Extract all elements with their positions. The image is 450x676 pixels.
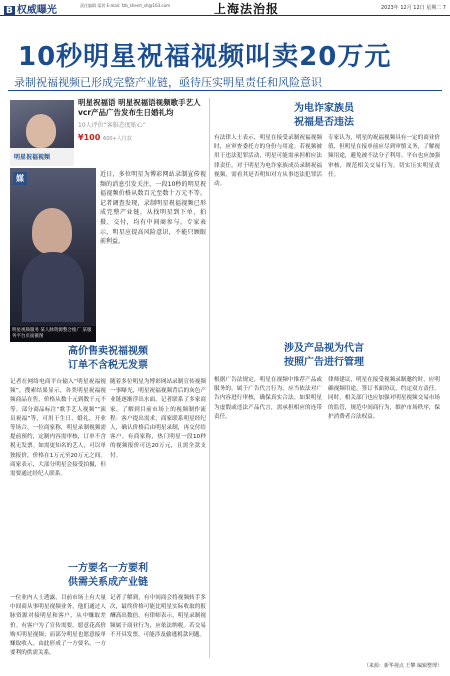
page-header — [0, 0, 450, 16]
right-column-a: 有法律人士表示，明星在接受录制祝福视频时，应审查委托方的身份与用途。若视频被用于违法犯罪活动，明星可能需承担相应法律责任。对于明星为电诈家族成员录制祝福视频，需看其是否明知对方从事违法犯罪活动。 — [214, 135, 322, 188]
person-face — [26, 114, 56, 148]
section-heading-bottom: 一方要名一方要利 供需关系成产业链 — [68, 563, 148, 588]
section-name — [4, 1, 57, 16]
bottom-column-a: 一位业内人士透露，目前市场上有大量中间商从事明星视频业务，他们通过人脉资源对接明星和客户，从中赚取差价。有客户为了宣传需要，愿意花高价购买明星视频；而部分明星也愿意接单赚取收入。由此形成了一方要名、一方要利的供需关系。 — [10, 595, 106, 657]
issue-date: 2023年 12月 12日 星期二 7 — [381, 5, 446, 11]
masthead: 上海法治报 — [214, 2, 280, 16]
product-card — [78, 98, 203, 160]
product-thumbnail — [10, 100, 74, 166]
editor-line: 责任编辑 梁玥 E-mail: fzb_shenh_sh@163.com — [80, 3, 170, 8]
column-rule — [209, 98, 210, 658]
deck: 录制祝福视频已形成完整产业链，亟待压实明星责任和风险意识 — [14, 76, 322, 89]
right-column-b: 专家认为，明星的祝福视频具有一定的商业价值，但明星在接单前应尽到审慎义务，了解视频用途，避免被不法分子利用。平台也应加强审核，规范相关交易行为，切实压实明星责任。 — [328, 135, 440, 178]
lede-paragraph: 近日，多位明星为博彩网站录制宣传视频的消息引发关注，一段10秒的明星祝福视频价格从数百元至数十万元不等。记者调查发现，录制明星祝福视频已形成完整产业链，从找明星到下单、拍摄、交付，均有中间商参与。专家表示，明星应提高风险意识，不能只顾眼前利益。 — [100, 171, 206, 246]
section-heading-left: 高价售卖祝福视频 订单不含税无发票 — [68, 346, 148, 371]
left-column: 记者在网络电商平台输入“明星祝福视频”，搜索结果显示，各类明星祝福视频商品在售，价格从数十元到数千元不等。部分商品标注“歌手艺人视频”“演员祝福”等，可用于生日、婚礼、开业等场合。一位商家称，明星录制视频需提前预约，定制内容需审核，订单不含税无发票。如需更知名的艺人，可以单独报价，价格在1万元至20万元之间。商家表示，大部分明星会接受拍摄，但需要通过经纪人联系。 — [10, 379, 106, 478]
product-subtitle: 10人评价“客服态度贴心” — [78, 122, 146, 129]
star-photo — [10, 168, 96, 342]
r2-column-a: 根据广告法规定，明星在视频中推荐产品或服务的，属于广告代言行为，应当依法对广告内容进行审核，确保真实合法。如果明星为虚假或违法产品代言，需承担相应的连带责任。 — [214, 377, 322, 420]
thumbnail-label: 明星祝福视频 — [14, 154, 51, 161]
section-badge: B — [6, 6, 13, 16]
thumbnail-band — [10, 148, 74, 166]
source-note: （来源：新华视点 王攀 编辑整理） — [363, 663, 442, 669]
divider — [8, 90, 442, 91]
price-value: ¥100 — [78, 133, 101, 142]
section-label: 权威曝光 — [16, 5, 57, 16]
price-note: 600+人付款 — [103, 136, 132, 142]
person-head — [32, 208, 72, 254]
mid-column: 随着多位明星为博彩网站录制宣传视频一事曝光，明星祝福视频背后的灰色产业链逐渐浮出水面。记者联系了多家商家，了解到目前市场上的视频制作流程：客户提出需求，商家联系明星经纪人，确认价格后由明星录制，再交付给客户。有商家称，热门明星一段10秒的视频报价可达20万元，且需全款支付。 — [110, 379, 206, 459]
photo-caption: 明星视频服务 某人脉资源整合推广 某服务平台页面截图 — [10, 326, 96, 342]
headline: 10秒明星祝福视频叫卖20万元 — [18, 42, 392, 72]
section-heading-r2: 涉及产品视为代言 按照广告进行管理 — [284, 343, 364, 368]
bottom-column-b: 记者了解到，有中间商会将视频转手多次，最终价格可能比明星实际收取的报酬高出数倍。有律师表示，明星录制视频属于商业行为，应依法纳税。若交易不开具发票，可能涉及偷逃税款问题。 — [110, 595, 206, 638]
section-heading-right: 为电诈家族员 祝福是否违法 — [294, 103, 354, 128]
product-title: 明星祝福语 明星祝福语视频歌手艺人vcr产品广告发布生日婚礼均 — [78, 98, 201, 117]
person-body — [22, 252, 84, 322]
r2-column-b: 律师建议，明星在接受视频录制邀约时，应明确视频用途，签订书面协议，约定双方责任。同时，相关部门也应加强对明星视频交易市场的监管，规范中间商行为，维护市场秩序，保护消费者合法权益。 — [328, 377, 440, 420]
photo-badge: 媒 — [13, 172, 27, 185]
product-price — [78, 133, 203, 142]
